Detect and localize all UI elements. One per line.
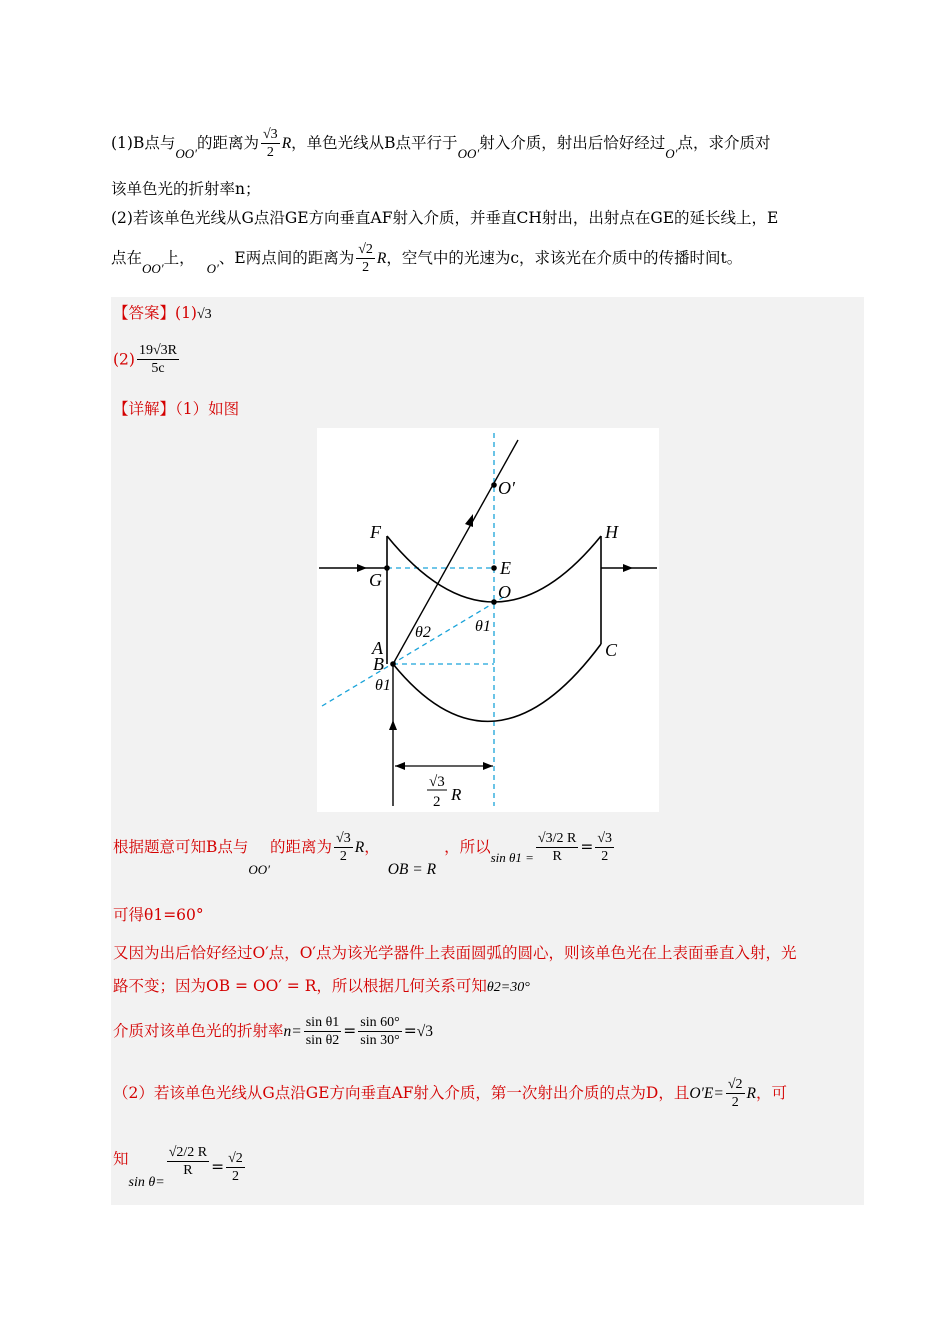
- label-c: C: [605, 640, 618, 660]
- arrowhead: [395, 762, 405, 770]
- text: 根据题意可知B点与: [113, 838, 249, 856]
- label-b: B: [373, 654, 384, 674]
- question-line-4: [111, 243, 742, 275]
- text: （2）若该单色光线从G点沿GE方向垂直AF射入介质，第一次射出介质的点为D，且: [113, 1084, 690, 1102]
- text: (1): [175, 304, 197, 322]
- label-theta2: θ2: [415, 624, 431, 641]
- question-line-3: (2)若该单色光线从G点沿GE方向垂直AF射入介质，并垂直CH射出，出射点在GE的延长线上，E: [111, 209, 779, 227]
- math-R: R: [281, 135, 292, 152]
- label-g: G: [369, 570, 382, 590]
- equals: =: [580, 838, 594, 856]
- text: 上，: [163, 249, 195, 267]
- math-R: R: [746, 1085, 756, 1102]
- text: 路不变；因为OB = OO′ = R，所以根据几何关系可知: [113, 977, 487, 995]
- fraction: [595, 832, 614, 864]
- equals: =: [211, 1158, 225, 1176]
- detail-label: 【详解】: [113, 400, 176, 418]
- arrowhead: [357, 564, 367, 572]
- fraction: [261, 128, 280, 160]
- equals: =: [403, 1022, 417, 1040]
- fraction: [358, 1016, 401, 1048]
- frac-num: √2: [727, 1077, 743, 1092]
- frac-den: 5c: [151, 361, 165, 376]
- math-oo: OO′: [248, 862, 271, 877]
- math-o: O′: [665, 146, 678, 161]
- frac-den: sin 30°: [360, 1033, 400, 1048]
- frac-den: 2: [362, 260, 370, 275]
- frac-num: sin 60°: [360, 1015, 400, 1030]
- fraction: [356, 243, 375, 275]
- point-o-prime: [491, 482, 497, 488]
- solution-line-3: 又因为出后恰好经过O′点，O′点为该光学器件上表面圆弧的圆心，则该单色光在上表面垂直入射，光: [113, 944, 797, 962]
- frac-num: √2/2 R: [168, 1145, 208, 1160]
- math-n: n=: [283, 1023, 302, 1040]
- math-oo: OO′: [457, 146, 480, 161]
- math-ob: OB = R: [387, 861, 437, 878]
- optics-diagram: [317, 428, 659, 812]
- refracted-ray: [393, 440, 518, 664]
- label-theta1-bottom: θ1: [375, 677, 391, 694]
- arrowhead: [623, 564, 633, 572]
- frac-den: R: [552, 849, 562, 864]
- arrowhead: [465, 514, 473, 527]
- text: (2): [113, 350, 135, 369]
- point-g: [384, 565, 390, 571]
- frac-num: √3: [336, 831, 351, 846]
- answer-line-1: [113, 306, 212, 322]
- solution-line-4: [113, 979, 530, 995]
- label-f: F: [370, 522, 381, 542]
- fraction: [536, 832, 578, 864]
- frac-num: √3: [263, 127, 278, 142]
- text: 射入介质，射出后恰好经过: [479, 134, 666, 152]
- math-oo: OO′: [142, 261, 164, 276]
- solution-line-2: 可得θ1=60°: [113, 906, 204, 924]
- answer-label: 【答案】: [113, 304, 176, 322]
- dim-num: √3: [429, 774, 445, 790]
- math-oo: OO′: [175, 146, 197, 161]
- lower-arc: [393, 644, 601, 721]
- frac-den: 2: [231, 1169, 239, 1184]
- text: ，: [364, 838, 380, 856]
- frac-den: 2: [601, 849, 609, 864]
- label-o-prime: O′: [498, 478, 515, 498]
- label-theta1-top: θ1: [475, 618, 491, 635]
- frac-num: sin θ1: [305, 1015, 340, 1030]
- text: ，可: [756, 1084, 788, 1102]
- math-theta2: θ2=30°: [486, 980, 530, 995]
- math-oe: O′E=: [689, 1085, 724, 1102]
- solution-line-7: [113, 1145, 247, 1190]
- arrowhead: [389, 720, 397, 730]
- label-a: A: [372, 638, 383, 658]
- answer-line-2: [113, 344, 181, 376]
- dim-den: 2: [433, 794, 441, 810]
- fraction: [226, 1152, 245, 1184]
- fraction: [167, 1146, 209, 1178]
- equals: =: [343, 1022, 357, 1040]
- fraction: [137, 344, 179, 376]
- math-R: R: [376, 250, 387, 267]
- text: (1)B点与: [111, 134, 176, 152]
- text: ，单色光线从B点平行于: [291, 134, 458, 152]
- math-sin: sin θ=: [128, 1175, 165, 1190]
- fraction: [304, 1016, 342, 1048]
- text: ，空气中的光速为c，求该光在介质中的传播时间t。: [386, 249, 743, 267]
- text: 、E两点间的距离为: [218, 249, 355, 267]
- frac-den: sin θ2: [305, 1033, 340, 1048]
- detail-line: [113, 402, 239, 418]
- text: 点，求介质对: [677, 134, 771, 152]
- text: 的距离为: [196, 134, 259, 152]
- frac-den: R: [183, 1163, 193, 1178]
- frac-num: √2: [228, 1151, 243, 1166]
- question-line-1: [111, 128, 770, 160]
- normal-dashed: [322, 595, 507, 706]
- text: 介质对该单色光的折射率: [113, 1022, 284, 1040]
- frac-num: 19√3R: [138, 343, 177, 358]
- frac-den: 2: [266, 145, 274, 160]
- arrowhead: [483, 762, 493, 770]
- text: 知: [113, 1150, 129, 1168]
- math-R: R: [354, 839, 365, 856]
- text: 点在: [111, 249, 143, 267]
- point-b: [390, 661, 396, 667]
- frac-num: √3: [597, 831, 613, 846]
- math-sin: sin θ1 =: [490, 850, 534, 865]
- text: 的距离为: [270, 838, 333, 856]
- label-h: H: [605, 522, 618, 542]
- fraction: [726, 1078, 745, 1110]
- frac-den: 2: [731, 1095, 739, 1110]
- frac-num: √2: [358, 242, 373, 257]
- question-line-2: 该单色光的折射率n；: [111, 180, 261, 198]
- label-e: E: [500, 558, 511, 578]
- math-result: √3: [416, 1023, 433, 1040]
- dim-r: R: [451, 785, 462, 804]
- text: ，所以: [444, 838, 491, 856]
- math-o: O′: [206, 261, 219, 276]
- frac-num: √3/2 R: [537, 831, 577, 846]
- point-o: [491, 599, 497, 605]
- frac-den: 2: [339, 849, 347, 864]
- solution-line-1: [113, 831, 616, 878]
- text: （1）如图: [175, 400, 240, 418]
- label-o: O: [498, 582, 511, 602]
- solution-line-6: [113, 1078, 787, 1110]
- math-value: √3: [196, 307, 212, 322]
- point-e: [491, 565, 497, 571]
- solution-line-5: [113, 1016, 433, 1048]
- optics-figure: [317, 428, 659, 812]
- fraction: [334, 832, 353, 864]
